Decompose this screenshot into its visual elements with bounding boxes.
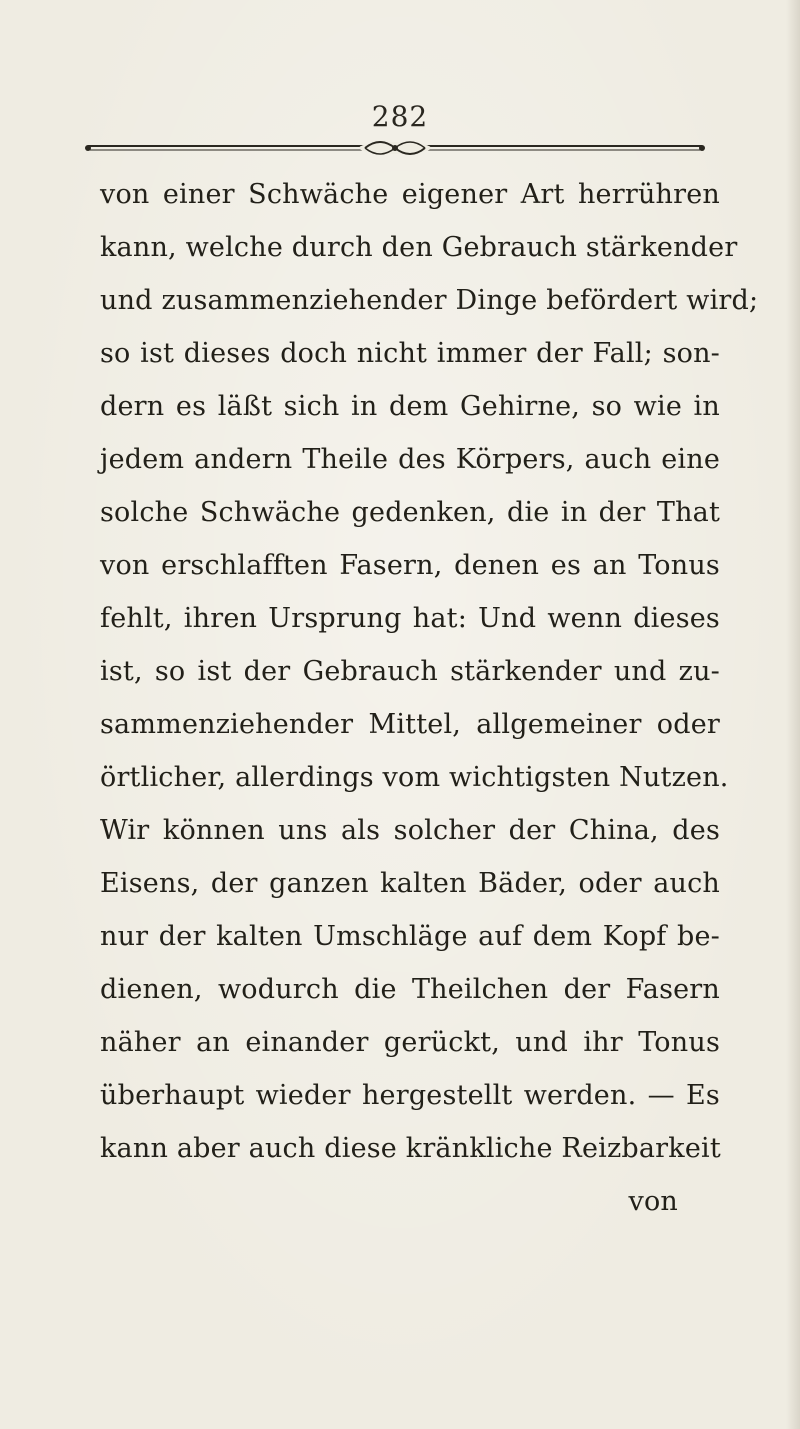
text-line: nur der kalten Umschläge auf dem Kopf be- (100, 921, 720, 952)
text-line: Wir können uns als solcher der China, des (100, 815, 720, 846)
text-line: näher an einander gerückt, und ihr Tonus (100, 1027, 720, 1058)
text-line: örtlicher, allerdings vom wichtigsten Nutzen. (100, 762, 729, 793)
text-line: überhaupt wieder hergestellt werden. — Es (100, 1080, 720, 1111)
body-text (100, 168, 759, 1228)
ornament-center-icon (359, 142, 431, 154)
text-line: dienen, wodurch die Theilchen der Fasern (100, 974, 720, 1005)
text-line: von erschlafften Fasern, denen es an Tonus (100, 550, 720, 581)
text-line: Eisens, der ganzen kalten Bäder, oder auch (100, 868, 720, 899)
text-line: kann aber auch diese kränkliche Reizbarkeit (100, 1133, 721, 1164)
text-line: dern es läßt sich in dem Gehirne, so wie in (100, 391, 720, 422)
text-line: von einer Schwäche eigener Art herrühren (100, 179, 720, 210)
text-line: jedem andern Theile des Körpers, auch eine (100, 444, 720, 475)
text-line: solche Schwäche gedenken, die in der That (100, 497, 720, 528)
text-line: so ist dieses doch nicht immer der Fall; son- (100, 338, 720, 369)
catchword: von (628, 1186, 678, 1217)
ornament-rule-graphic (80, 138, 710, 158)
text-line: kann, welche durch den Gebrauch stärkender (100, 232, 738, 263)
decorative-rule (80, 138, 710, 158)
text-line: sammenziehender Mittel, allgemeiner oder (100, 709, 720, 740)
text-line: fehlt, ihren Ursprung hat: Und wenn dieses (100, 603, 720, 634)
text-line: ist, so ist der Gebrauch stärkender und zu- (100, 656, 720, 687)
page-edge-shadow (786, 0, 800, 1429)
text-line: und zusammenziehender Dinge befördert wird; (100, 285, 759, 316)
page-number: 282 (371, 100, 429, 133)
